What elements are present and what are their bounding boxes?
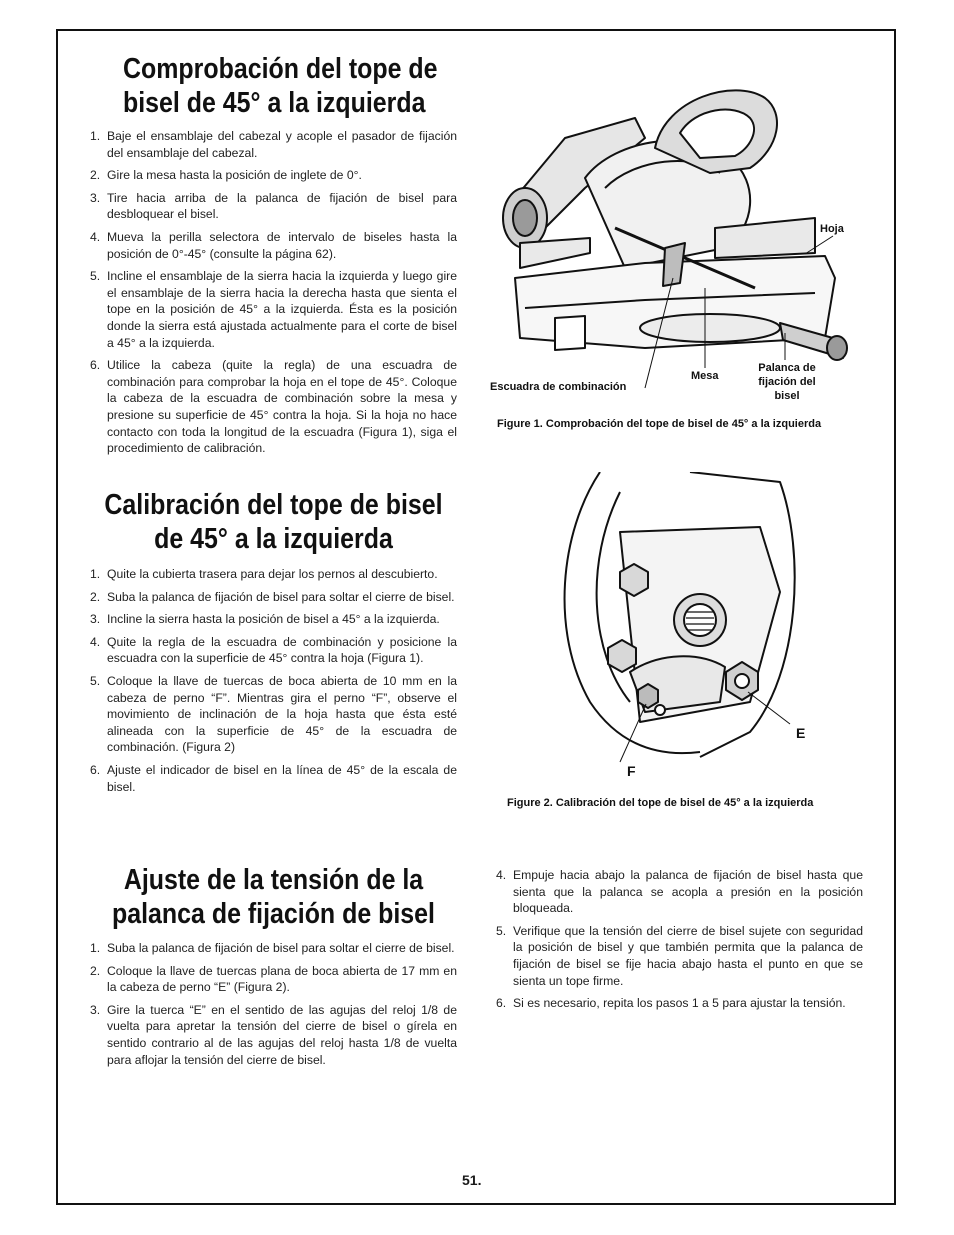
section1-title-line1: Comprobación del tope de bbox=[123, 53, 438, 85]
step-item bbox=[90, 634, 457, 667]
step-item bbox=[90, 762, 457, 795]
step-item bbox=[496, 923, 863, 989]
figure1-label-mesa: Mesa bbox=[691, 370, 719, 382]
section3-title-line1: Ajuste de la tensión de la bbox=[123, 864, 424, 896]
step-text: Mueva la perilla selectora de intervalo de biseles hasta la posición de 0°-45° (consulte la página 62). bbox=[107, 229, 457, 261]
section2-title-line2: de 45° a la izquierda bbox=[154, 523, 393, 555]
figure2-bevel-bolts-illustration bbox=[550, 472, 810, 772]
section2-steps bbox=[90, 566, 457, 801]
figure2-label-e: E bbox=[796, 725, 806, 741]
step-text: Incline la sierra hasta la posición de bisel a 45° a la izquierda. bbox=[107, 612, 440, 627]
section1-title-line2: bisel de 45° a la izquierda bbox=[123, 87, 426, 119]
step-number: 1. bbox=[90, 129, 101, 143]
figure1-label-palanca bbox=[752, 361, 822, 403]
step-item bbox=[90, 673, 457, 756]
step-number: 2. bbox=[90, 168, 101, 183]
figure2-label-f: F bbox=[627, 763, 636, 779]
step-text: Empuje hacia abajo la palanca de fijación de bisel hasta que sienta que la palanca se acopla a presión en la posición bloqueada. bbox=[513, 868, 863, 916]
step-text: Si es necesario, repita los pasos 1 a 5 para ajustar la tensión. bbox=[513, 996, 846, 1011]
step-number: 1. bbox=[90, 941, 101, 955]
step-number: 6. bbox=[90, 358, 101, 373]
step-text: Gire la mesa hasta la posición de inglete de 0°. bbox=[107, 168, 362, 183]
page-number: 51. bbox=[462, 1172, 482, 1188]
section1-title bbox=[123, 52, 438, 120]
figure2-caption: Figure 2. Calibración del tope de bisel de 45° a la izquierda bbox=[507, 797, 814, 809]
step-number: 3. bbox=[90, 190, 101, 205]
section3-steps-right bbox=[496, 867, 863, 1018]
step-text: Utilice la cabeza (quite la regla) de una escuadra de combinación para comprobar la hoja en el tope de 45°. Coloque la cabeza de la escuadra de combinación sobre la mesa y presione su superficie de 45° contra la hoja. Si la hoja no hace contacto con toda la longitud de la escuadra (Figura 1), siga el procedimiento de calibración. bbox=[107, 358, 457, 456]
step-item bbox=[90, 128, 457, 161]
figure1-label-escuadra: Escuadra de combinación bbox=[490, 381, 627, 393]
step-number: 3. bbox=[90, 612, 101, 627]
step-text: Baje el ensamblaje del cabezal y acople el pasador de fijación del ensamblaje del cabezal. bbox=[107, 129, 457, 160]
section3-title bbox=[86, 863, 460, 931]
step-item bbox=[90, 611, 457, 628]
step-text: Suba la palanca de fijación de bisel para soltar el cierre de bisel. bbox=[107, 941, 455, 955]
step-text: Coloque la llave de tuercas de boca abierta de 10 mm en la cabeza de perno “F”. Mientras gira el perno “F”, observe el movimiento de inclinación de la hoja hasta que ésta esté alineada con la superficie de 45° de la escuadra de combinación. (Figura 2) bbox=[107, 673, 457, 755]
step-item bbox=[90, 190, 457, 223]
figure1-label-hoja: Hoja bbox=[820, 223, 844, 235]
step-item bbox=[90, 566, 457, 583]
step-text: Quite la regla de la escuadra de combinación y posicione la escuadra con la superficie de 45° contra la hoja (Figura 1). bbox=[107, 634, 457, 666]
step-number: 3. bbox=[90, 1002, 101, 1017]
figure1-label-palanca-line1: Palanca de bbox=[758, 362, 816, 374]
step-item bbox=[90, 268, 457, 351]
section1-steps bbox=[90, 128, 457, 463]
step-text: Tire hacia arriba de la palanca de fijación de bisel para desbloquear el bisel. bbox=[107, 190, 457, 222]
step-item bbox=[90, 229, 457, 262]
step-text: Suba la palanca de fijación de bisel para soltar el cierre de bisel. bbox=[107, 589, 455, 604]
step-item bbox=[90, 357, 457, 457]
step-number: 5. bbox=[90, 673, 101, 688]
step-text: Gire la tuerca “E” en el sentido de las agujas del reloj 1/8 de vuelta para apretar la tensión del cierre de bisel o gírela en sentido contrario al de las agujas del reloj hasta 1/8 de vuelta para aflojar la tensión del cierre de bisel. bbox=[107, 1002, 457, 1067]
step-item bbox=[90, 963, 457, 996]
step-text: Coloque la llave de tuercas plana de boca abierta de 17 mm en la cabeza de perno “E” (Figura 2). bbox=[107, 963, 457, 995]
figure1-label-palanca-line3: bisel bbox=[774, 390, 800, 402]
step-number: 6. bbox=[90, 762, 101, 777]
step-number: 1. bbox=[90, 567, 101, 581]
step-number: 5. bbox=[496, 923, 507, 938]
step-text: Ajuste el indicador de bisel en la línea de 45° de la escala de bisel. bbox=[107, 762, 457, 794]
section2-title-line1: Calibración del tope de bisel bbox=[104, 489, 443, 521]
section3-title-line2: palanca de fijación de bisel bbox=[112, 898, 435, 930]
step-text: Verifique que la tensión del cierre de bisel sujete con seguridad la posición de bisel y que también permita que la palanca de fijación de bisel se fije hacia abajo hasta el punto en que se sienta un tope firme. bbox=[513, 923, 863, 988]
section3-steps-left bbox=[90, 940, 457, 1074]
step-item bbox=[90, 589, 457, 606]
step-number: 5. bbox=[90, 269, 101, 284]
step-item bbox=[90, 167, 457, 184]
step-number: 4. bbox=[90, 229, 101, 244]
step-number: 4. bbox=[496, 868, 507, 882]
step-text: Quite la cubierta trasera para dejar los pernos al descubierto. bbox=[107, 567, 438, 581]
step-item bbox=[90, 940, 457, 957]
step-number: 4. bbox=[90, 634, 101, 649]
step-item bbox=[496, 867, 863, 917]
step-item bbox=[496, 995, 863, 1012]
step-item bbox=[90, 1002, 457, 1068]
section2-title bbox=[86, 488, 460, 556]
step-number: 2. bbox=[90, 589, 101, 604]
step-number: 2. bbox=[90, 963, 101, 978]
figure1-caption: Figure 1. Comprobación del tope de bisel de 45° a la izquierda bbox=[497, 418, 822, 430]
figure1-miter-saw-illustration bbox=[495, 78, 860, 408]
step-number: 6. bbox=[496, 996, 507, 1011]
figure1-label-palanca-line2: fijación del bbox=[758, 376, 816, 388]
step-text: Incline el ensamblaje de la sierra hacia la izquierda y luego gire el ensamblaje de la sierra hacia la derecha hasta que sienta el tope en la posición de 45° a la izquierda. Ésta es la posición donde la sierra está ajustada actualmente para el corte de bisel a 45° a la izquierda. bbox=[107, 269, 457, 350]
